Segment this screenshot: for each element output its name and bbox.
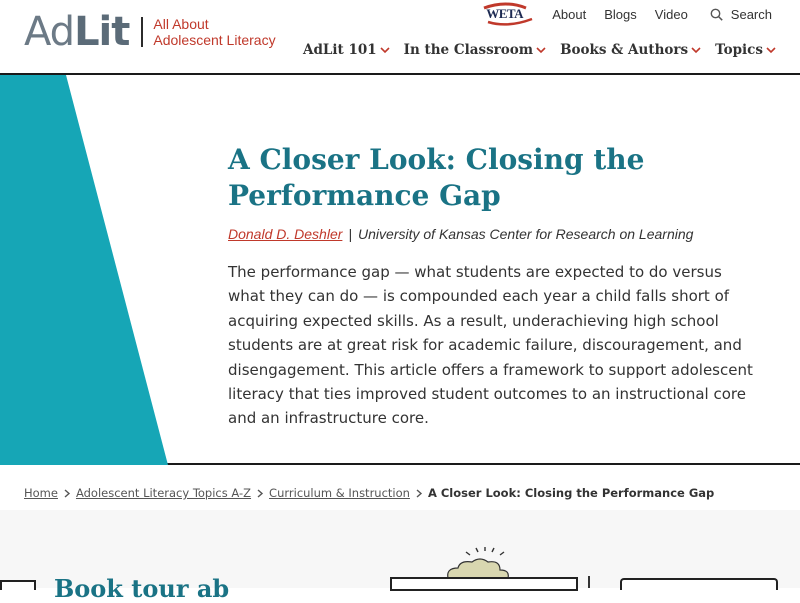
- logo-tagline-line-1: All About: [153, 16, 209, 32]
- article-hero: [0, 75, 800, 465]
- blogs-link[interactable]: Blogs: [604, 6, 637, 22]
- lower-content: [0, 510, 800, 603]
- nav-item-label: Books & Authors: [560, 42, 689, 58]
- chevron-down-icon: [536, 46, 546, 54]
- book-illustration-icon: [390, 548, 580, 588]
- search-button[interactable]: [710, 7, 772, 22]
- site-header: [0, 0, 800, 75]
- chevron-right-icon: [64, 489, 70, 498]
- teal-accent-shape: [0, 75, 180, 465]
- nav-item-in-the-classroom[interactable]: [404, 42, 546, 58]
- about-link[interactable]: About: [552, 6, 587, 22]
- breadcrumb-topics[interactable]: Adolescent Literacy Topics A-Z: [75, 486, 252, 500]
- adlit-logo[interactable]: [24, 9, 276, 55]
- chevron-down-icon: [766, 46, 776, 54]
- right-card-edge: [620, 578, 778, 590]
- search-label: Search: [730, 6, 772, 22]
- author-affiliation: University of Kansas Center for Research on Learning: [358, 226, 694, 242]
- nav-item-topics[interactable]: [715, 42, 776, 58]
- byline-separator: |: [348, 226, 353, 242]
- logo-tagline-line-2: Adolescent Literacy: [153, 32, 276, 48]
- chevron-right-icon: [257, 489, 263, 498]
- breadcrumb-current: A Closer Look: Closing the Performance Gap: [427, 486, 715, 500]
- weta-logo[interactable]: [478, 2, 534, 26]
- search-icon: [710, 8, 723, 21]
- breadcrumb-home[interactable]: Home: [24, 486, 58, 500]
- nav-item-books-authors[interactable]: [560, 42, 701, 58]
- left-card-edge: [0, 580, 36, 590]
- video-link[interactable]: Video: [654, 6, 688, 22]
- nav-item-adlit-101[interactable]: [303, 42, 390, 58]
- nav-item-label: AdLit 101: [303, 42, 377, 58]
- logo-tagline: [153, 16, 275, 48]
- article-summary: The performance gap — what students are expected to do versus what they can do — is compounded each year a child falls short of acquiring expected skills. As a result, underachieving high school students are at great risk for academic failure, discouragement, and disengagement. This article offers a framework to support adolescent literacy that ties improved student outcomes to an instructional core and an infrastructure core.: [228, 263, 753, 428]
- logo-divider: [141, 17, 143, 47]
- utility-nav: [478, 0, 772, 28]
- chevron-right-icon: [416, 489, 422, 498]
- article-byline: [228, 226, 693, 242]
- logo-word-light: Ad: [24, 9, 75, 55]
- weta-logo-text: WETA: [486, 6, 524, 21]
- article-title: A Closer Look: Closing the Performance Gap: [228, 143, 645, 212]
- vertical-divider: [588, 576, 590, 588]
- logo-word-bold: Lit: [74, 9, 130, 55]
- nav-item-label: In the Classroom: [403, 42, 534, 58]
- logo-wordmark: [24, 9, 130, 55]
- book-tour-heading: Book tour ab: [54, 574, 230, 603]
- chevron-down-icon: [691, 46, 701, 54]
- main-nav: [289, 42, 776, 58]
- breadcrumb-curriculum[interactable]: Curriculum & Instruction: [269, 486, 410, 500]
- chevron-down-icon: [380, 46, 390, 54]
- author-link[interactable]: Donald D. Deshler: [228, 226, 343, 242]
- breadcrumb: [24, 486, 714, 500]
- nav-item-label: Topics: [715, 42, 763, 58]
